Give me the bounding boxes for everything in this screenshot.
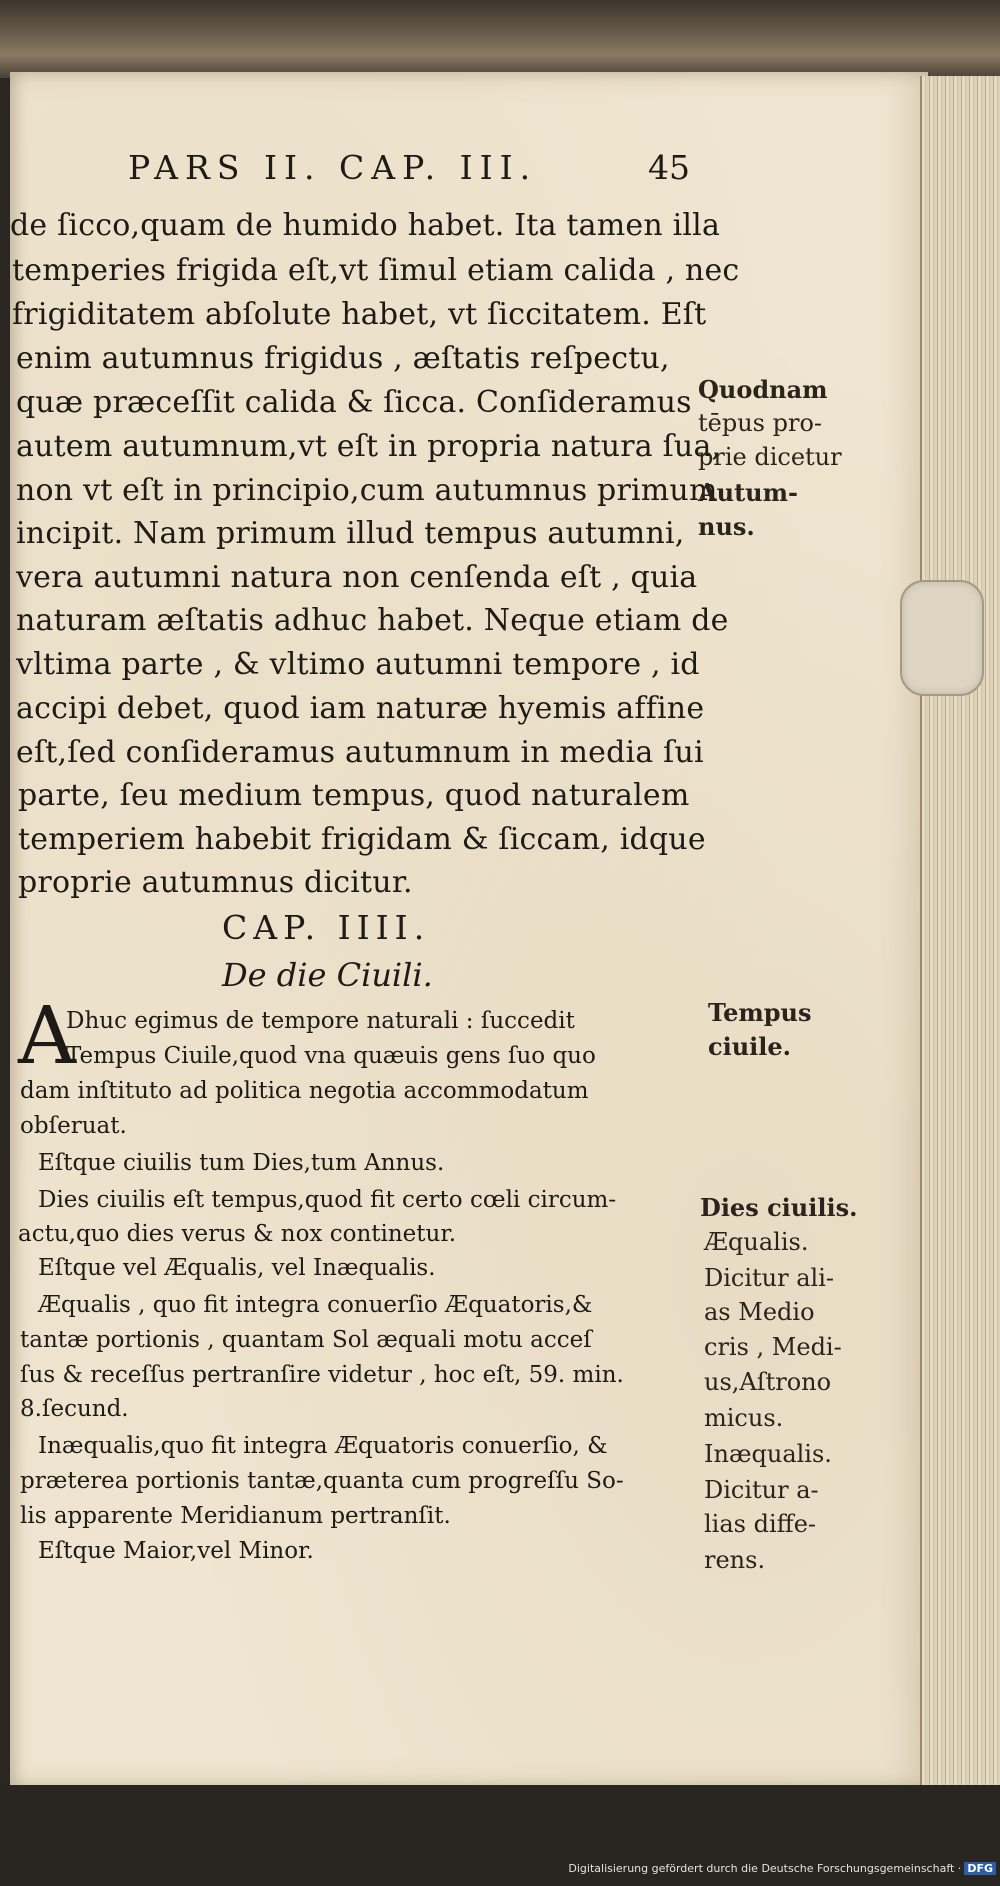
margin-line: Inæqualis.: [704, 1440, 832, 1468]
digitization-credit: [568, 1862, 996, 1875]
body-line: frigiditatem abſolute habet, vt ſiccitatem. Eſt: [12, 297, 707, 332]
margin-line: ciuile.: [708, 1032, 792, 1061]
margin-line: prie dicetur: [698, 443, 842, 471]
chapter-line: 8.ſecund.: [20, 1396, 129, 1422]
margin-line: rens.: [704, 1546, 766, 1574]
page-edges: [920, 76, 1000, 1788]
body-line: temperiem habebit frigidam & ſiccam, idque: [18, 822, 706, 857]
margin-line: Quodnam: [698, 375, 828, 404]
margin-line: Dies ciuilis.: [700, 1193, 858, 1222]
margin-line: us,Aſtrono: [704, 1368, 832, 1396]
margin-line: lias diffe-: [704, 1510, 817, 1538]
chapter-line: dam inſtituto ad politica negotia accommodatum: [20, 1078, 589, 1104]
body-line: enim autumnus frigidus , æſtatis reſpectu,: [16, 341, 670, 376]
body-line: incipit. Nam primum illud tempus autumni,: [16, 516, 685, 551]
margin-line: Autum-: [698, 478, 798, 507]
page-number: 45: [648, 148, 690, 187]
running-header: [128, 148, 690, 187]
margin-line: micus.: [704, 1404, 784, 1432]
body-line: quæ præceſſit calida & ſicca. Conſideramus: [16, 385, 692, 420]
body-line: proprie autumnus dicitur.: [18, 865, 413, 900]
body-line: de ſicco,quam de humido habet. Ita tamen illa: [10, 208, 721, 243]
margin-line: nus.: [698, 512, 755, 541]
body-line: naturam æſtatis adhuc habet. Neque etiam de: [16, 603, 729, 638]
chapter-line: Eſtque vel Æqualis, vel Inæqualis.: [38, 1255, 436, 1281]
chapter-line: Æqualis , quo fit integra conuerſio Æquatoris,&: [38, 1292, 593, 1318]
body-line: parte, ſeu medium tempus, quod naturalem: [18, 778, 690, 813]
chapter-line: obſeruat.: [20, 1113, 127, 1139]
body-line: non vt eſt in principio,cum autumnus primum: [16, 473, 718, 508]
margin-line: Dicitur a-: [704, 1476, 819, 1504]
margin-line: Dicitur ali-: [704, 1264, 835, 1292]
body-line: autem autumnum,vt eſt in propria natura ſua,: [16, 429, 722, 464]
chapter-line: Tempus Ciuile,quod vna quæuis gens ſuo quo: [66, 1043, 596, 1069]
chapter-line: Inæqualis,quo fit integra Æquatoris conuerſio, &: [38, 1433, 608, 1459]
chapter-line: tantæ portionis , quantam Sol æquali motu acceſ: [20, 1327, 592, 1353]
margin-line: Æqualis.: [704, 1228, 809, 1256]
margin-line: tēpus pro-: [698, 409, 823, 437]
chapter-title: CAP. IIII.: [222, 908, 431, 947]
margin-line: as Medio: [704, 1298, 815, 1326]
chapter-line: lis apparente Meridianum pertranſit.: [20, 1503, 451, 1529]
body-line: vera autumni natura non cenſenda eſt , quia: [16, 560, 698, 595]
credit-text: Digitalisierung gefördert durch die Deutsche Forschungsgemeinschaft ·: [568, 1862, 962, 1875]
body-line: temperies frigida eſt,vt ſimul etiam calida , nec: [12, 253, 740, 288]
body-line: eſt,ſed conſideramus autumnum in media ſui: [16, 735, 704, 770]
chapter-line: Eſtque ciuilis tum Dies,tum Annus.: [38, 1150, 445, 1176]
chapter-line: actu,quo dies verus & nox continetur.: [18, 1221, 457, 1247]
chapter-line: Dhuc egimus de tempore naturali : ſuccedit: [66, 1008, 575, 1034]
margin-line: cris , Medi-: [704, 1333, 842, 1361]
header-title: PARS II. CAP. III.: [128, 148, 538, 187]
chapter-subtitle: De die Ciuili.: [222, 956, 433, 994]
dfg-logo: DFG: [964, 1862, 996, 1875]
body-line: accipi debet, quod iam naturæ hyemis affine: [16, 691, 705, 726]
body-line: vltima parte , & vltimo autumni tempore , id: [16, 647, 700, 682]
margin-line: Tempus: [708, 998, 812, 1027]
page-tab-marker: [900, 580, 984, 696]
chapter-line: præterea portionis tantæ,quanta cum progreſſu So-: [20, 1468, 624, 1494]
book-cover-top: [0, 0, 1000, 78]
chapter-line: ſus & receſſus pertranſire videtur , hoc eſt, 59. min.: [20, 1362, 624, 1388]
chapter-line: Dies ciuilis eſt tempus,quod fit certo cœli circum-: [38, 1187, 617, 1213]
drop-cap: A: [18, 989, 76, 1082]
chapter-line: Eſtque Maior,vel Minor.: [38, 1538, 314, 1564]
